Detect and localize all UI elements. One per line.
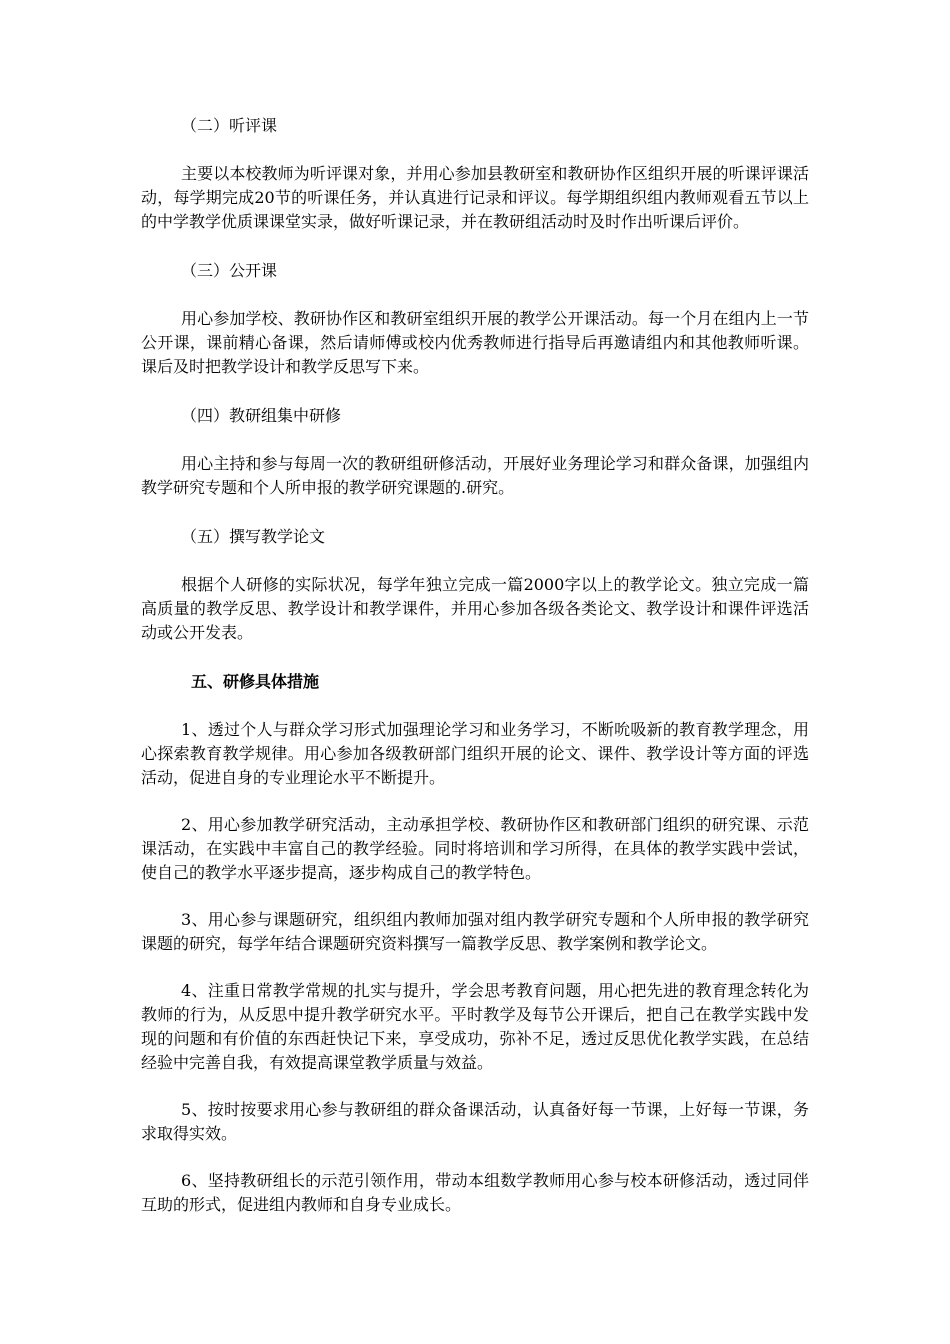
section-heading-5: （五）撰写教学论文 xyxy=(181,527,326,546)
measure-item-1: 1、透过个人与群众学习形式加强理论学习和业务学习，不断吮吸新的教育教学理念，用心探索教育教学规律。用心参加各级教研部门组织开展的论文、课件、教学设计等方面的评选活动，促进自身的专业理论水平不断提升。 xyxy=(141,720,809,787)
section-heading-3: （三）公开课 xyxy=(181,261,278,280)
section-heading-4: （四）教研组集中研修 xyxy=(181,406,342,425)
measure-item-3: 3、用心参与课题研究，组织组内教师加强对组内教学研究专题和个人所申报的教学研究课题的研究，每学年结合课题研究资料撰写一篇教学反思、教学案例和教学论文。 xyxy=(141,910,809,953)
measures-heading: 五、研修具体措施 xyxy=(191,672,320,691)
section-body-5: 根据个人研修的实际状况，每学年独立完成一篇2000字以上的教学论文。独立完成一篇高质量的教学反思、教学设计和教学课件，并用心参加各级各类论文、教学设计和课件评选活动或公开发表。 xyxy=(141,575,809,642)
section-body-4: 用心主持和参与每周一次的教研组研修活动，开展好业务理论学习和群众备课，加强组内教学研究专题和个人所申报的教学研究课题的.研究。 xyxy=(141,454,809,497)
measure-item-4: 4、注重日常教学常规的扎实与提升，学会思考教育问题，用心把先进的教育理念转化为教师的行为，从反思中提升教学研究水平。平时教学及每节公开课后，把自己在教学实践中发现的问题和有价值的东西赶快记下来，享受成功，弥补不足，透过反思优化教学实践，在总结经验中完善自我，有效提高课堂教学质量与效益。 xyxy=(141,981,809,1072)
measure-item-5: 5、按时按要求用心参与教研组的群众备课活动，认真备好每一节课，上好每一节课，务求取得实效。 xyxy=(141,1100,809,1143)
section-heading-2: （二）听评课 xyxy=(181,116,278,135)
section-body-3: 用心参加学校、教研协作区和教研室组织开展的教学公开课活动。每一个月在组内上一节公开课，课前精心备课，然后请师傅或校内优秀教师进行指导后再邀请组内和其他教师听课。课后及时把教学设计和教学反思写下来。 xyxy=(141,309,809,376)
measure-item-6: 6、坚持教研组长的示范引领作用，带动本组数学教师用心参与校本研修活动，透过同伴互助的形式，促进组内教师和自身专业成长。 xyxy=(141,1171,809,1214)
document-page xyxy=(141,112,809,1217)
measure-item-2: 2、用心参加教学研究活动，主动承担学校、教研协作区和教研部门组织的研究课、示范课活动，在实践中丰富自己的教学经验。同时将培训和学习所得，在具体的教学实践中尝试，使自己的教学水平逐步提高，逐步构成自己的教学特色。 xyxy=(141,815,809,882)
section-body-2: 主要以本校教师为听评课对象，并用心参加县教研室和教研协作区组织开展的听课评课活动，每学期完成20节的听课任务，并认真进行记录和评议。每学期组织组内教师观看五节以上的中学教学优质课课堂实录，做好听课记录，并在教研组活动时及时作出听课后评价。 xyxy=(141,164,809,231)
